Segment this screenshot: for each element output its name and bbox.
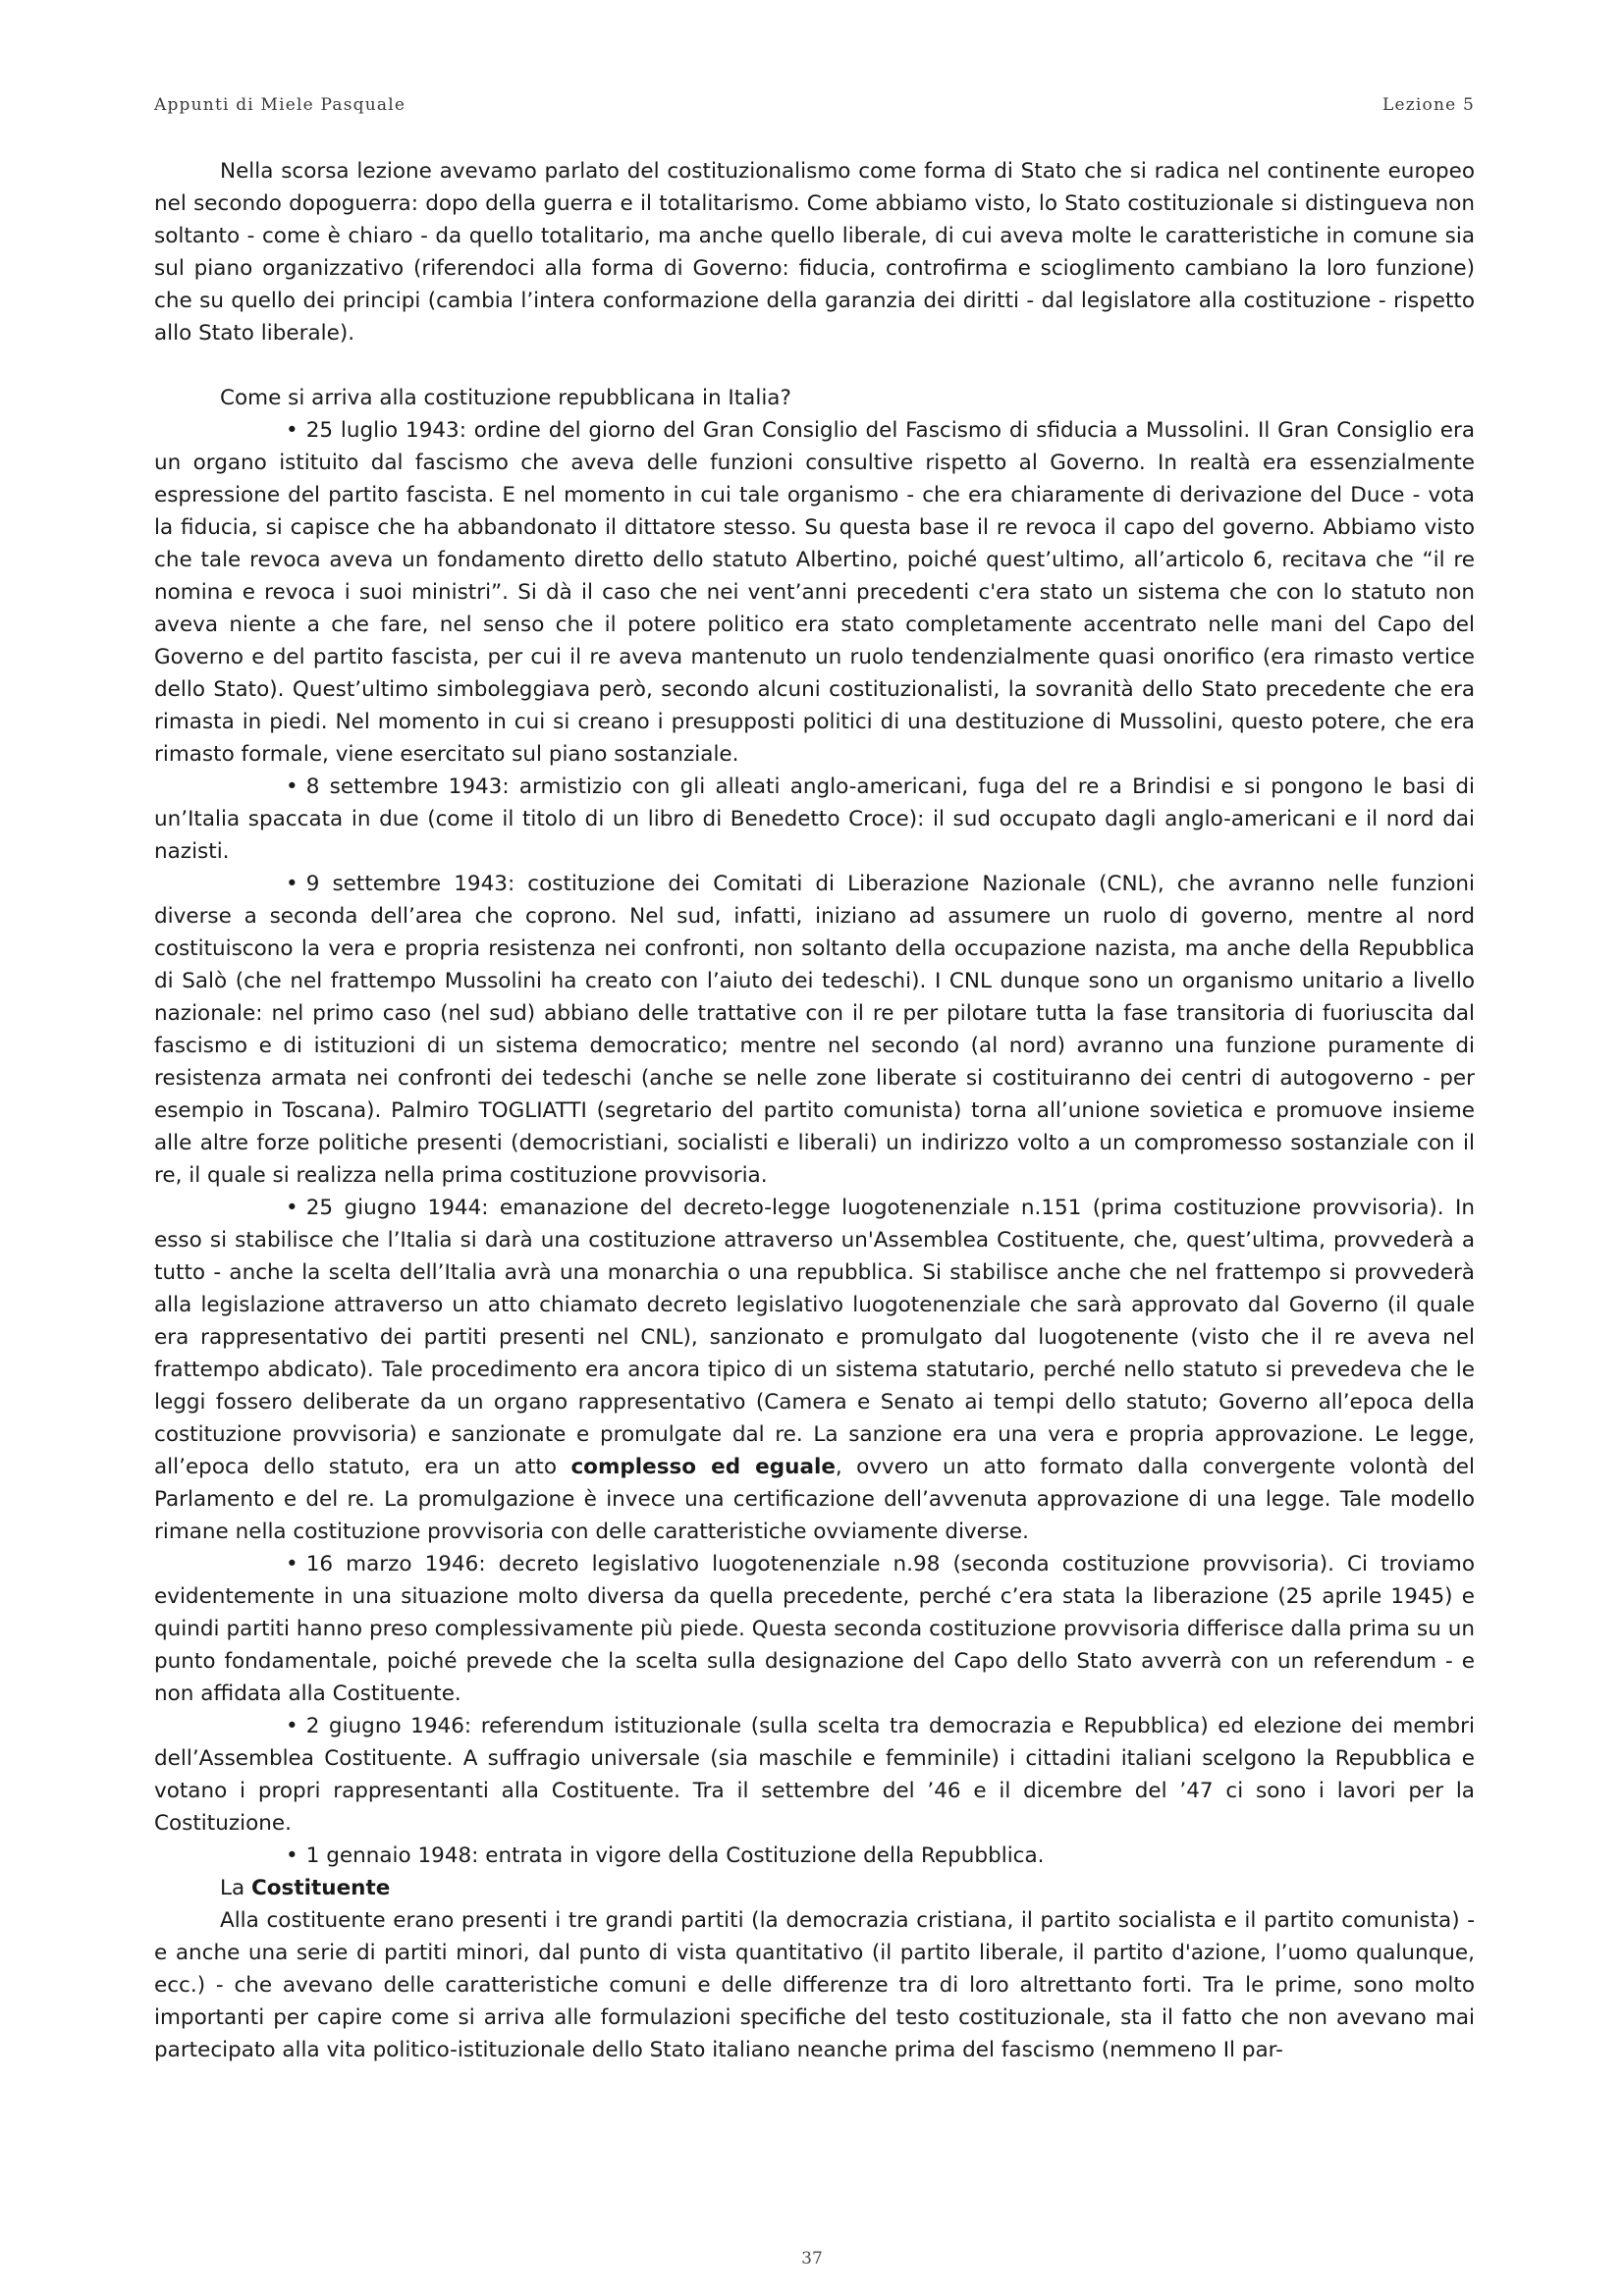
timeline-item-text: 8 settembre 1943: armistizio con gli alleati anglo-americani, fuga del re a Brindisi e si pongono le basi di un’Italia spaccata in due (come il titolo di un libro di Benedetto Croce): il sud occupato dagli anglo-americani e il nord dai nazisti. (154, 774, 1475, 864)
timeline-item-text: 25 giugno 1944: emanazione del decreto-legge luogotenenziale n.151 (prima costituzione provvisoria). In esso si stabilisce che l’Italia si darà una costituzione attraverso un'Assemblea Costituente, che, quest’ultima, provvederà a tutto - anche la scelta dell’Italia avrà una monarchia o una repubblica. Si stabilisce anche che nel frattempo si provvederà alla legislazione attraverso un atto chiamato decreto legislativo luogotenenziale che sarà approvato dal Governo (il quale era rappresentativo dei partiti presenti nel CNL), sanzionato e promulgato dal luogotenente (visto che il re aveva nel frattempo abdicato). Tale procedimento era ancora tipico di un sistema statutario, perché nello statuto si prevedeva che le leggi fossero deliberate da un organo rappresentativo (Camera e Senato ai tempi dello statuto; Governo all’epoca della costituzione provvisoria) e sanzionate e promulgate dal re. La sanzione era una vera e propria approvazione. Le legge, all’epoca dello statuto, era un atto (154, 1196, 1475, 1479)
bullet-icon: • (286, 1843, 298, 1868)
section-heading (154, 1872, 1475, 1904)
timeline-item-text: 16 marzo 1946: decreto legislativo luogotenenziale n.98 (seconda costituzione provvisoria). Ci troviamo evidentemente in una situazione molto diversa da quella precedente, perché c’era stata la liberazione (25 aprile 1945) e quindi partiti hanno preso complessivamente più piede. Questa seconda costituzione provvisoria differisce dalla prima su un punto fondamentale, poiché prevede che la scelta sulla designazione del Capo dello Stato avverrà con un referendum - e non affidata alla Costituente. (154, 1552, 1475, 1706)
timeline-item (154, 1192, 1475, 1548)
bullet-icon: • (286, 1714, 298, 1738)
header-author: Appunti di Miele Pasquale (154, 95, 406, 115)
page-number: 37 (801, 2249, 823, 2269)
running-header (154, 95, 1475, 115)
bullet-icon: • (286, 418, 298, 443)
bullet-icon: • (286, 1196, 298, 1220)
bullet-icon: • (286, 872, 298, 896)
header-lesson: Lezione 5 (1381, 95, 1475, 115)
timeline-item (154, 1840, 1475, 1872)
bold-term: complesso ed eguale (570, 1455, 836, 1479)
intro-paragraph: Nella scorsa lezione avevamo parlato del costituzionalismo come forma di Stato che si radica nel continente europeo nel secondo dopoguerra: dopo della guerra e il totalitarismo. Come abbiamo visto, lo Stato costituzionale si distingueva non soltanto - come è chiaro - da quello totalitario, ma anche quello liberale, di cui aveva molte le caratteristiche in comune sia sul piano organizzativo (riferendoci alla forma di Governo: fiducia, controfirma e scioglimento cambiano la loro funzione) che su quello dei principi (cambia l’intera conformazione della garanzia dei diritti - dal legislatore alla costituzione - rispetto allo Stato liberale). (154, 159, 1475, 346)
timeline-item (154, 1548, 1475, 1710)
page-body (154, 155, 1475, 2066)
timeline-item (154, 414, 1475, 771)
question-paragraph: Come si arriva alla costituzione repubblicana in Italia? (220, 386, 791, 410)
timeline-item (154, 1710, 1475, 1840)
timeline-item (154, 771, 1475, 868)
section-heading-prefix: La (220, 1876, 251, 1900)
timeline-item-text: 1 gennaio 1948: entrata in vigore della Costituzione della Repubblica. (305, 1843, 1045, 1868)
timeline-item-text: 2 giugno 1946: referendum istituzionale (sulla scelta tra democrazia e Repubblica) ed elezione dei membri dell’Assemblea Costituente. A suffragio universale (sia maschile e femminile) i cittadini italiani scelgono la Repubblica e votano i propri rappresentanti alla Costituente. Tra il settembre del ’46 e il dicembre del ’47 ci sono i lavori per la Costituzione. (154, 1714, 1475, 1836)
section-heading-title: Costituente (251, 1876, 391, 1900)
section-paragraph: Alla costituente erano presenti i tre grandi partiti (la democrazia cristiana, il partito socialista e il partito comunista) - e anche una serie di partiti minori, dal punto di vista quantitativo (il partito liberale, il partito d'azione, l’uomo qualunque, ecc.) - che avevano delle caratteristiche comuni e delle differenze tra di loro altrettanto forti. Tra le prime, sono molto importanti per capire come si arriva alle formulazioni specifiche del testo costituzionale, sta il fatto che non avevano mai partecipato alla vita politico-istituzionale dello Stato italiano neanche prima del fascismo (nemmeno Il par- (154, 1908, 1475, 2062)
bullet-icon: • (286, 1552, 298, 1576)
timeline-item-text: , ovvero un atto formato dalla convergente volontà del Parlamento e del re. La promulgazione è invece una certificazione dell’avvenuta approvazione di una legge. Tale modello rimane nella costituzione provvisoria con delle caratteristiche ovviamente diverse. (154, 1455, 1475, 1544)
timeline-item-text: 9 settembre 1943: costituzione dei Comitati di Liberazione Nazionale (CNL), che avranno nelle funzioni diverse a seconda dell’area che coprono. Nel sud, infatti, iniziano ad assumere un ruolo di governo, mentre al nord costituiscono la vera e propria resistenza nei confronti, non soltanto della occupazione nazista, ma anche della Repubblica di Salò (che nel frattempo Mussolini ha creato con l’aiuto dei tedeschi). I CNL dunque sono un organismo unitario a livello nazionale: nel primo caso (nel sud) abbiano delle trattative con il re per pilotare tutta la fase transitoria di fuoriuscita dal fascismo e di istituzioni di un sistema democratico; mentre nel secondo (al nord) avranno una funzione puramente di resistenza armata nei confronti dei tedeschi (anche se nelle zone liberate si costituiranno dei centri di autogoverno - per esempio in Toscana). Palmiro TOGLIATTI (segretario del partito comunista) torna all’unione sovietica e promuove insieme alle altre forze politiche presenti (democristiani, socialisti e liberali) un indirizzo volto a un compromesso sostanziale con il re, il quale si realizza nella prima costituzione provvisoria. (154, 872, 1475, 1188)
timeline-item-text: 25 luglio 1943: ordine del giorno del Gran Consiglio del Fascismo di sfiducia a Mussolini. Il Gran Consiglio era un organo istituito dal fascismo che aveva delle funzioni consultive rispetto al Governo. In realtà era essenzialmente espressione del partito fascista. E nel momento in cui tale organismo - che era chiaramente di derivazione del Duce - vota la fiducia, si capisce che ha abbandonato il dittatore stesso. Su questa base il re revoca il capo del governo. Abbiamo visto che tale revoca aveva un fondamento diretto dello statuto Albertino, poiché quest’ultimo, all’articolo 6, recitava che “il re nomina e revoca i suoi ministri”. Si dà il caso che nei vent’anni precedenti c'era stato un sistema che con lo statuto non aveva niente a che fare, nel senso che il potere politico era stato completamente accentrato nelle mani del Capo del Governo e del partito fascista, per cui il re aveva mantenuto un ruolo tendenzialmente quasi onorifico (era rimasto vertice dello Stato). Quest’ultimo simboleggiava però, secondo alcuni costituzionalisti, la sovranità dello Stato precedente che era rimasta in piedi. Nel momento in cui si creano i presupposti politici di una destituzione di Mussolini, questo potere, che era rimasto formale, viene esercitato sul piano sostanziale. (154, 418, 1475, 767)
timeline-item (154, 868, 1475, 1192)
bullet-icon: • (286, 774, 298, 799)
